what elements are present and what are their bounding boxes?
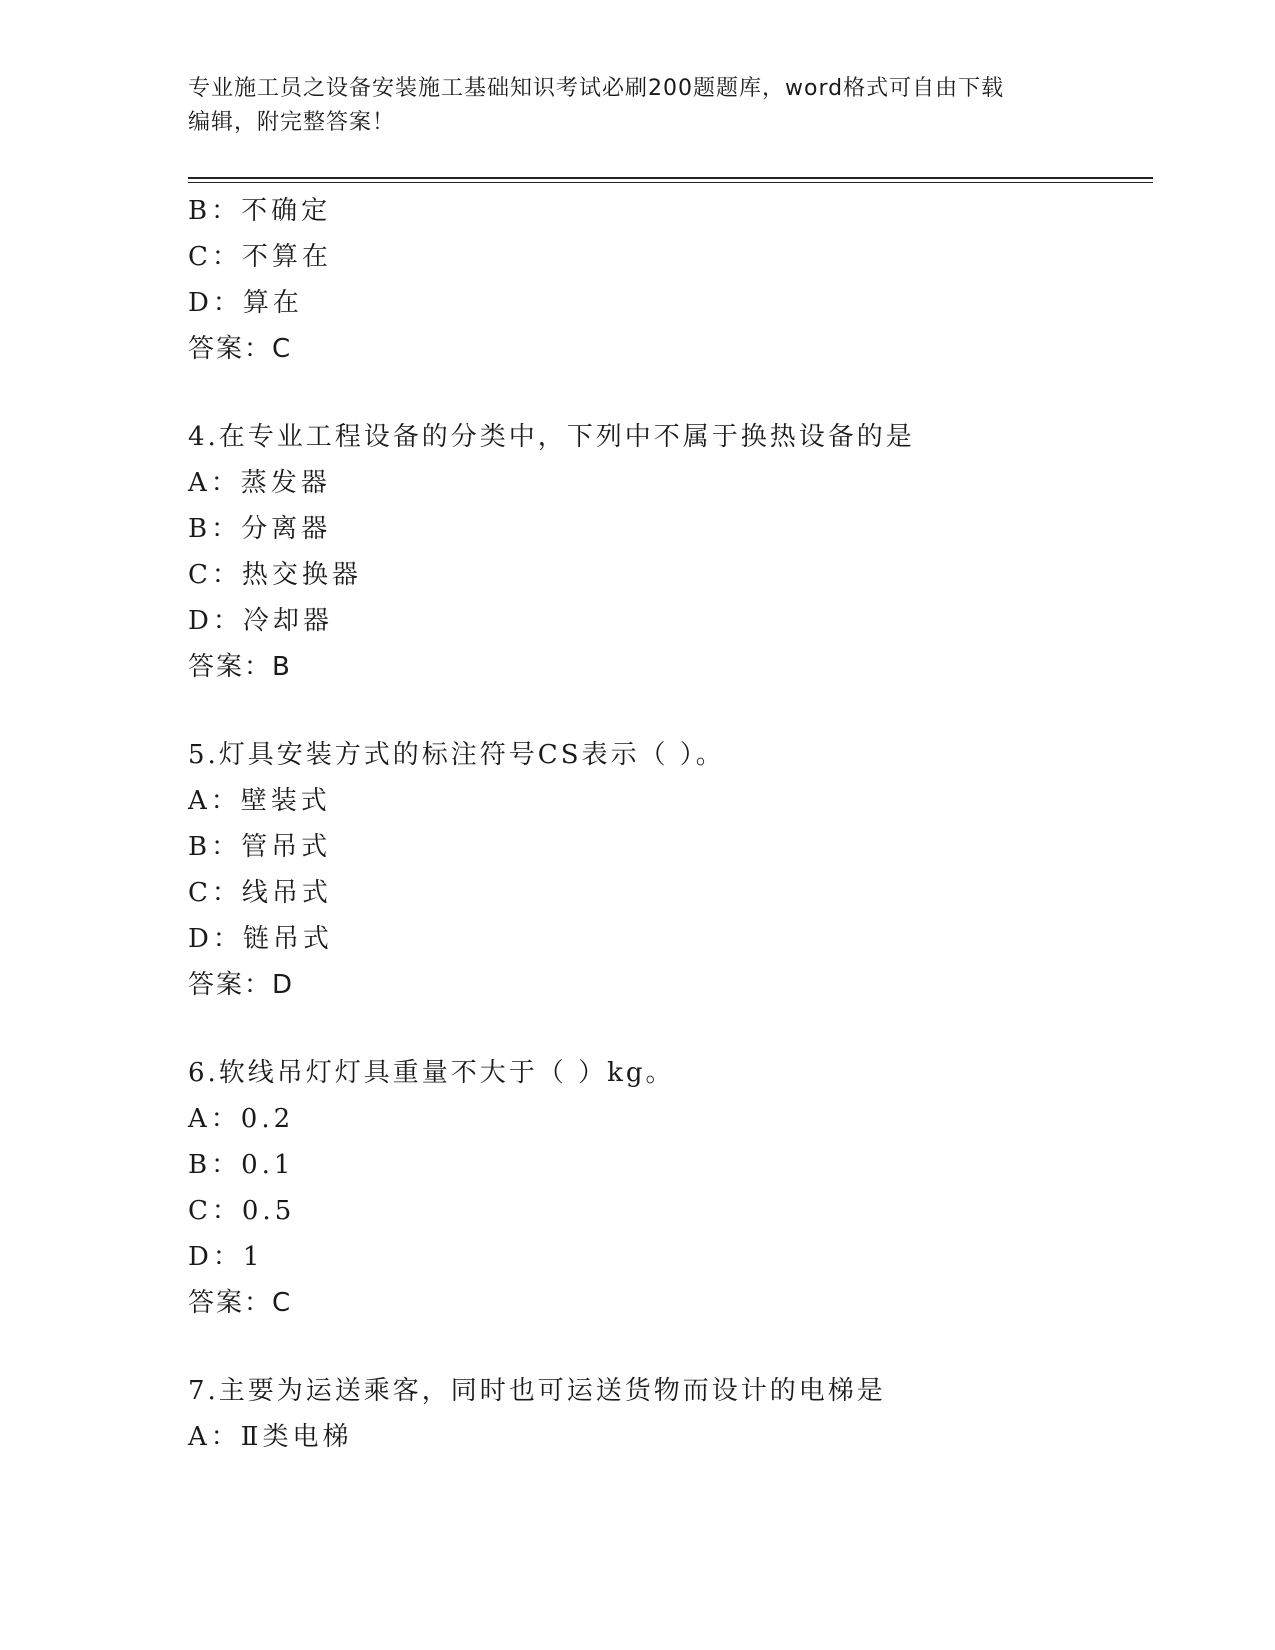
header-rule-thick [188, 177, 1153, 179]
option-b: B：分离器 [188, 514, 332, 544]
spacer [188, 1008, 1153, 1050]
answer-line: 答案：C [188, 1288, 293, 1318]
answer-line: 答案：C [188, 334, 293, 364]
question-block-5 [188, 732, 1153, 1008]
option-a: A：壁装式 [188, 786, 331, 816]
question-title: 5.灯具安装方式的标注符号CS表示（ ）。 [188, 740, 725, 770]
document-header [188, 72, 1088, 140]
option-d: D：冷却器 [188, 606, 333, 636]
option-c: C：0.5 [188, 1196, 296, 1226]
answer-line: 答案：D [188, 970, 295, 1000]
answer-line: 答案：B [188, 652, 292, 682]
option-d: D：链吊式 [188, 924, 333, 954]
header-line-1: 专业施工员之设备安装施工基础知识考试必刷200题题库，word格式可自由下载 [188, 76, 1005, 101]
question-title: 4.在专业工程设备的分类中，下列中不属于换热设备的是 [188, 422, 915, 452]
option-d: D：算在 [188, 288, 303, 318]
option-a: A：蒸发器 [188, 468, 331, 498]
option-d: D：1 [188, 1242, 264, 1272]
option-b: B：不确定 [188, 196, 332, 226]
spacer [188, 690, 1153, 732]
header-line-2: 编辑，附完整答案！ [188, 110, 396, 135]
option-b: B：管吊式 [188, 832, 332, 862]
option-a: A：0.2 [188, 1104, 295, 1134]
question-block-6 [188, 1050, 1153, 1326]
question-block-4 [188, 414, 1153, 690]
question-title: 6.软线吊灯灯具重量不大于（ ）kg。 [188, 1058, 675, 1088]
spacer [188, 372, 1153, 414]
question-block-7 [188, 1368, 1153, 1460]
option-b: B：0.1 [188, 1150, 295, 1180]
option-c: C：热交换器 [188, 560, 362, 590]
question-list [188, 188, 1153, 1460]
question-block-3-tail [188, 188, 1153, 372]
question-title: 7.主要为运送乘客，同时也可运送货物而设计的电梯是 [188, 1376, 886, 1406]
spacer [188, 1326, 1153, 1368]
header-rule-thin [188, 182, 1153, 183]
option-a: A：Ⅱ类电梯 [188, 1422, 353, 1452]
option-c: C：线吊式 [188, 878, 332, 908]
option-c: C：不算在 [188, 242, 332, 272]
